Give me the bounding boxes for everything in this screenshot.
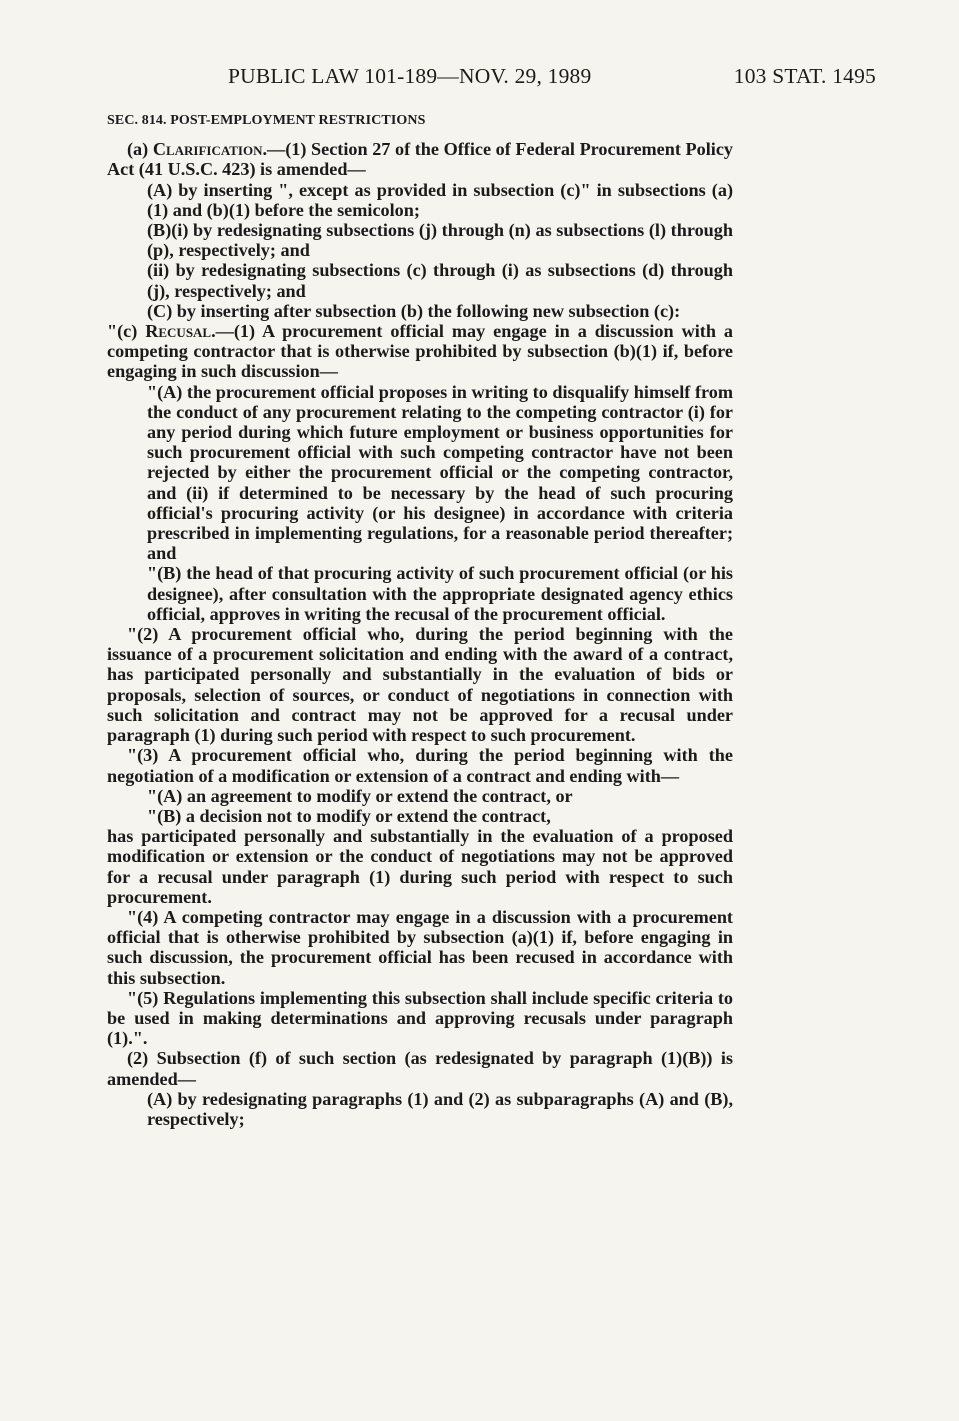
- paragraph-a-text: .—(1) Section 27 of the Office of Federal Procurement Policy Act (41 U.S.C. 423) is amended—: [107, 139, 733, 180]
- paragraph-a-C: (C) by inserting after subsection (b) the following new subsection (c):: [147, 300, 681, 321]
- subsection-c-5: "(5) Regulations implementing this subsection shall include specific criteria to be used in making determinations and approving recusals under paragraph (1).".: [107, 987, 733, 1049]
- subsection-c-3-tail: has participated personally and substantially in the evaluation of a proposed modification or extension or the conduct of negotiations may not be approved for a recusal under paragraph (1) during such period with respect to such procurement.: [107, 826, 733, 907]
- paragraph-a: [107, 139, 733, 179]
- paragraph-a-B-ii: (ii) by redesignating subsections (c) through (i) as subsections (d) through (j), respectively; and: [147, 260, 733, 301]
- page-header: [108, 64, 876, 96]
- section-heading: SEC. 814. POST-EMPLOYMENT RESTRICTIONS: [107, 113, 426, 128]
- subsection-c-3-A: "(A) an agreement to modify or extend the contract, or: [147, 785, 573, 806]
- subsection-c-3: "(3) A procurement official who, during the period beginning with the negotiation of a modification or extension of a contract and ending with—: [107, 745, 733, 786]
- paragraph-a-B-i: (B)(i) by redesignating subsections (j) through (n) as subsections (l) through (p), respectively; and: [147, 220, 733, 261]
- subsection-c-1-A: "(A) the procurement official proposes in writing to disqualify himself from the conduct of any procurement relating to the competing contractor (i) for any period during which future employment or business opportunities for such procurement official with such competing contractor have not been rejected by either the procurement official or the competing contractor, and (ii) if determined to be necessary by the head of such procuring official's procuring activity (or his designee) in accordance with criteria prescribed in implementing regulations, for a reasonable period thereafter; and: [147, 381, 733, 564]
- paragraph-a-caption: Clarification: [152, 139, 263, 160]
- subsection-c-2: "(2) A procurement official who, during the period beginning with the issuance of a procurement solicitation and ending with the award of a contract, has participated personally and substantially in the evaluation of bids or proposals, selection of sources, or conduct of negotiations in connection with such solicitation and contract may not be approved for a recusal under paragraph (1) during such period with respect to such procurement.: [107, 624, 733, 746]
- subsection-c: [107, 321, 733, 382]
- document-body: [107, 111, 733, 1129]
- subsection-c-4: "(4) A competing contractor may engage in a discussion with a procurement official that is otherwise prohibited by subsection (a)(1) if, before engaging in such discussion, the procurement official has been recused in accordance with this subsection.: [107, 906, 733, 988]
- paragraph-a-A: (A) by inserting ", except as provided in subsection (c)" in subsections (a)(1) and (b)(1) before the semicolon;: [147, 179, 733, 220]
- subsection-c-label: "(c): [107, 321, 146, 342]
- header-stat-page: 103 STAT. 1495: [733, 64, 876, 88]
- subsection-c-caption: Recusal: [145, 321, 212, 342]
- subsection-c-3-B: "(B) a decision not to modify or extend the contract,: [147, 805, 551, 826]
- subsection-c-text: .—(1) A procurement official may engage in a discussion with a competing contractor that is otherwise prohibited by subsection (b)(1) if, before engaging in such discussion—: [107, 321, 733, 382]
- paragraph-a-2: (2) Subsection (f) of such section (as redesignated by paragraph (1)(B)) is amended—: [107, 1048, 733, 1089]
- subsection-c-1-B: "(B) the head of that procuring activity of such procurement official (or his designee), after consultation with the appropriate designated agency ethics official, approves in writing the recusal of the procurement official.: [147, 563, 733, 624]
- paragraph-a-label: (a): [127, 139, 153, 160]
- paragraph-a-2-A: (A) by redesignating paragraphs (1) and (2) as subparagraphs (A) and (B), respectively;: [147, 1088, 733, 1129]
- header-title: PUBLIC LAW 101-189—NOV. 29, 1989: [228, 64, 592, 88]
